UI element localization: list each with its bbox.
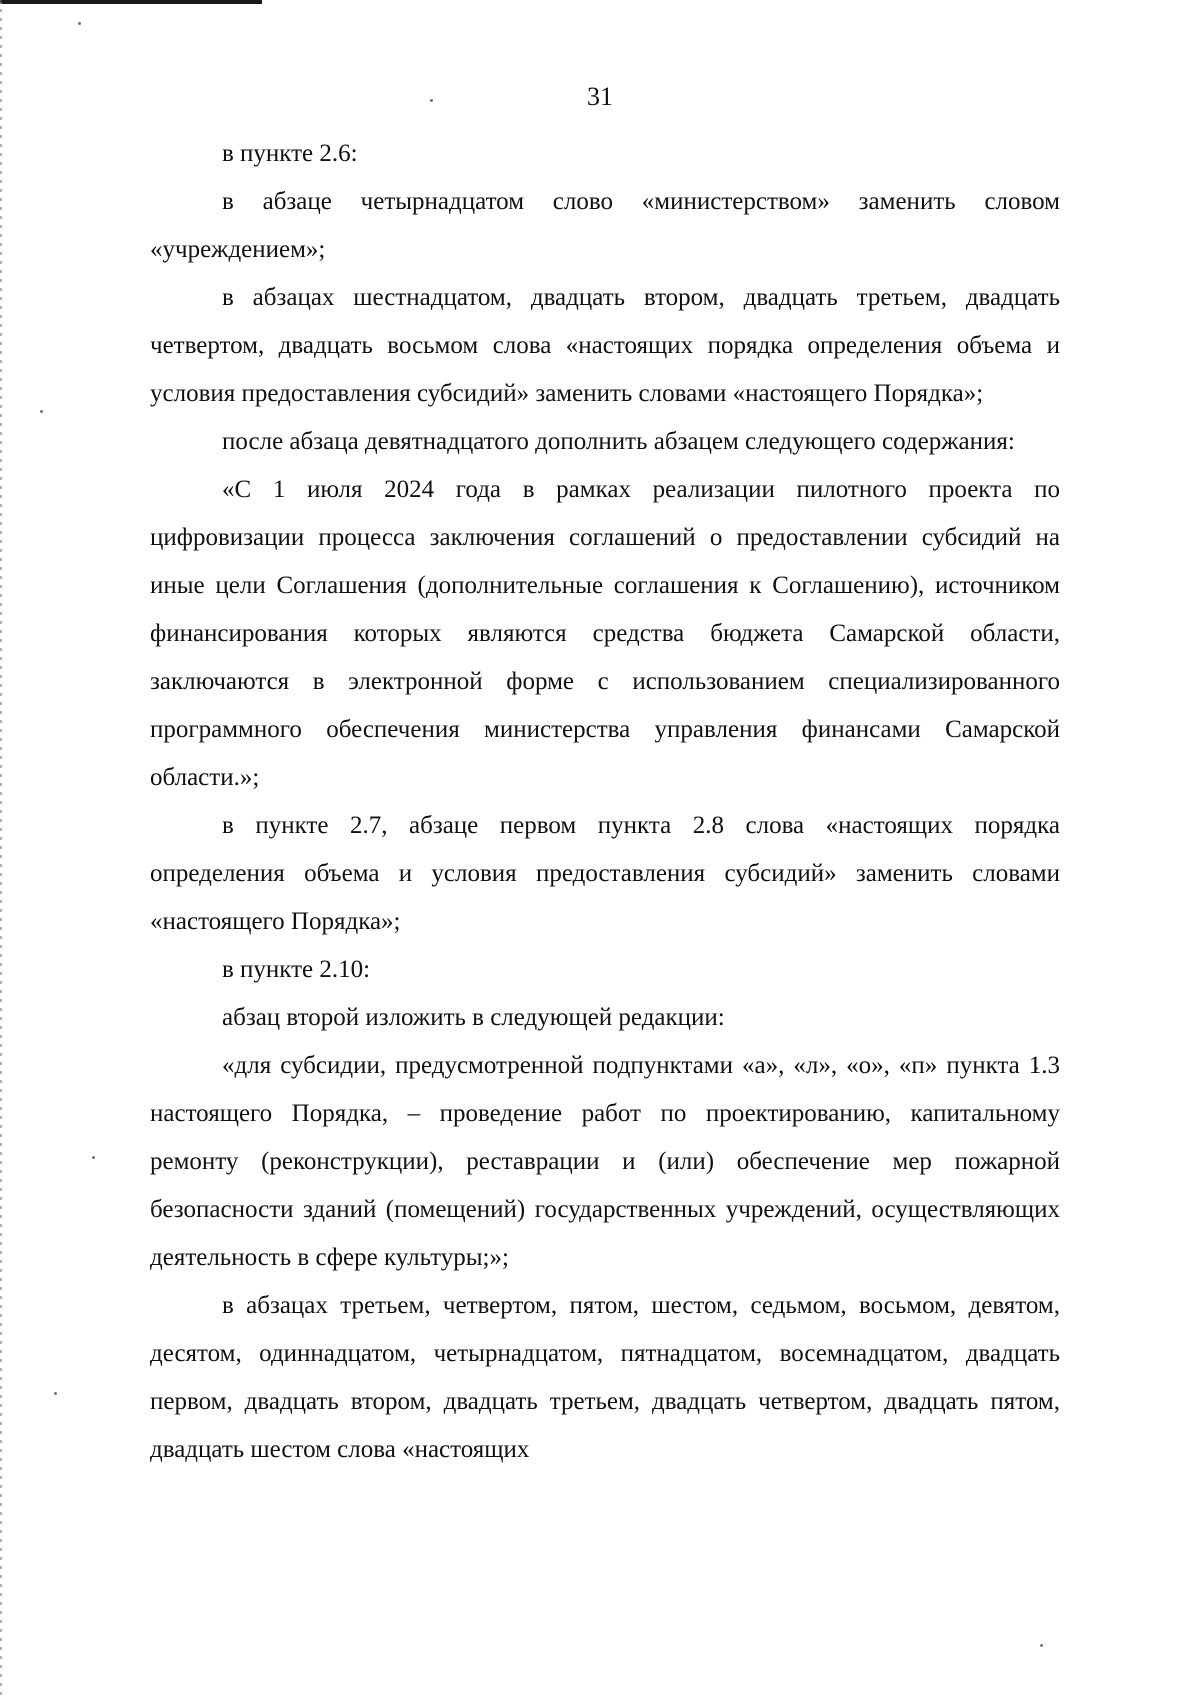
paragraph: после абзаца девятнадцатого дополнить абзацем следующего содержания: bbox=[222, 428, 1015, 455]
scan-speck bbox=[1040, 1644, 1043, 1647]
paragraph: абзац второй изложить в следующей редакции: bbox=[222, 1004, 725, 1031]
paragraph: в абзацах шестнадцатом, двадцать втором, двадцать третьем, двадцать четвертом, двадцать восьмом слова «настоящих порядка определения объема и условия предоставления субсидий» заменить словами «настоящего Порядка»; bbox=[150, 284, 1060, 407]
page-number: 31 bbox=[587, 82, 613, 111]
scan-speck bbox=[78, 22, 81, 25]
scan-artifact-bar bbox=[0, 0, 262, 4]
paragraph: в пункте 2.7, абзаце первом пункта 2.8 слова «настоящих порядка определения объема и условия предоставления субсидий» заменить словами «настоящего Порядка»; bbox=[150, 812, 1060, 935]
paragraph: в пункте 2.10: bbox=[222, 956, 371, 983]
paragraph: «для субсидии, предусмотренной подпунктами «а», «л», «о», «п» пункта 1.3 настоящего Порядка, – проведение работ по проектированию, капитальному ремонту (реконструкции), реставрации и (или) обеспечение мер пожарной безопасности зданий (помещений) государственных учреждений, осуществляющих деятельность в сфере культуры;»; bbox=[150, 1052, 1060, 1271]
paragraph: «С 1 июля 2024 года в рамках реализации пилотного проекта по цифровизации процесса заключения соглашений о предоставлении субсидий на иные цели Соглашения (дополнительные соглашения к Соглашению), источником финансирования которых являются средства бюджета Самарской области, заключаются в электронной форме с использованием специализированного программного обеспечения министерства управления финансами Самарской области.»; bbox=[150, 476, 1060, 791]
scan-artifact-edge bbox=[0, 0, 2, 1697]
document-body bbox=[150, 130, 1060, 1474]
paragraph: в пункте 2.6: bbox=[222, 140, 358, 167]
scan-speck bbox=[54, 1392, 57, 1395]
paragraph: в абзацах третьем, четвертом, пятом, шестом, седьмом, восьмом, девятом, десятом, одиннадцатом, четырнадцатом, пятнадцатом, восемнадцатом, двадцать первом, двадцать втором, двадцать третьем, двадцать четвертом, двадцать пятом, двадцать шестом слова «настоящих bbox=[150, 1292, 1060, 1463]
scan-speck bbox=[40, 410, 43, 413]
paragraph: в абзаце четырнадцатом слово «министерством» заменить словом «учреждением»; bbox=[150, 188, 1060, 263]
scan-speck bbox=[92, 1156, 95, 1159]
